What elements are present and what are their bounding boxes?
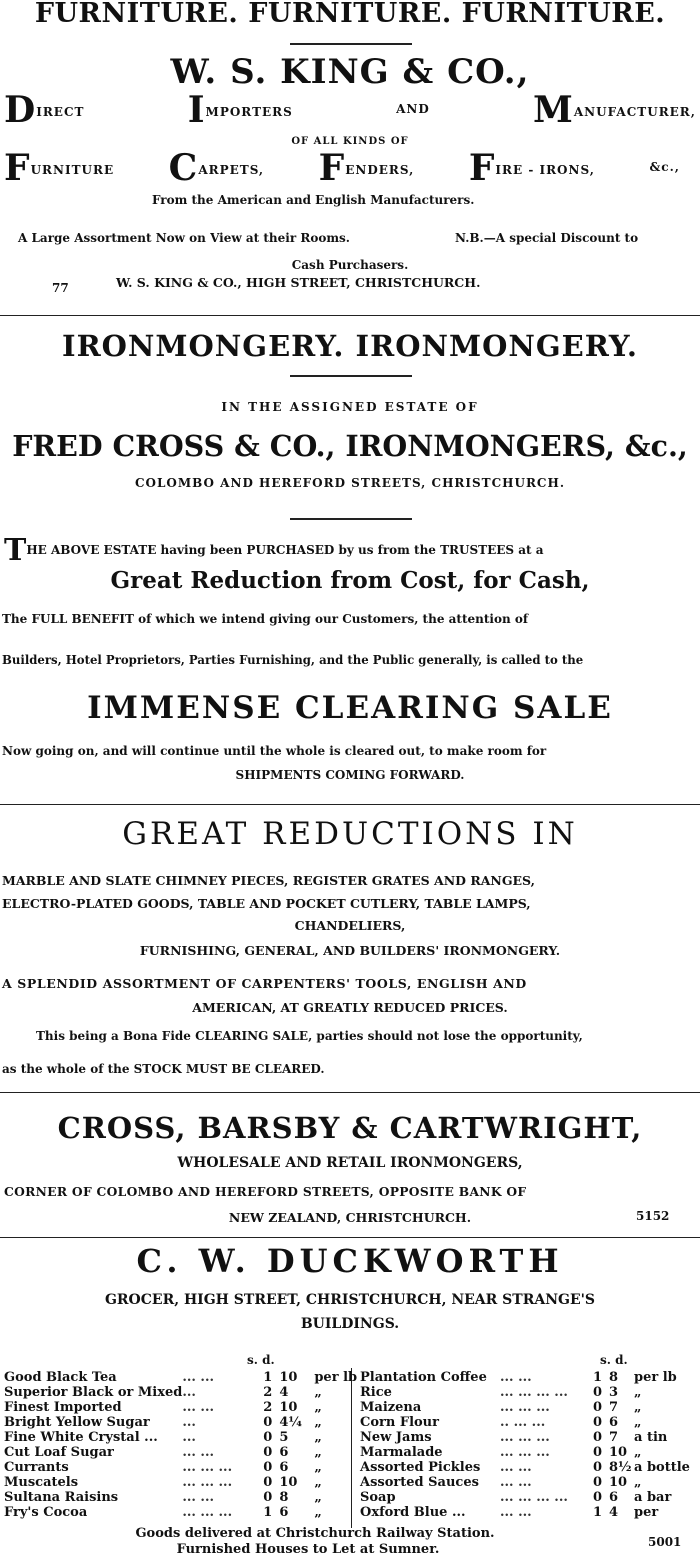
price-unit: „: [314, 1385, 322, 1400]
price-shillings: 0: [592, 1430, 602, 1445]
price-pence: 4¼: [279, 1415, 302, 1430]
price-unit: „: [314, 1460, 322, 1475]
price-unit: per lb: [314, 1370, 358, 1385]
price-row: [4, 1400, 364, 1415]
price-item-name: Assorted Sauces: [360, 1475, 479, 1490]
price-leader-dots: ... ...: [182, 1370, 215, 1385]
price-item-name: Maizena: [360, 1400, 422, 1415]
price-leader-dots: ... ... ...: [182, 1505, 233, 1520]
price-row: [360, 1475, 694, 1490]
price-leader-dots: ... ...: [500, 1505, 532, 1520]
price-pence: 7: [609, 1400, 619, 1415]
price-row: [360, 1400, 694, 1415]
price-row: [4, 1415, 364, 1430]
price-unit: „: [314, 1445, 322, 1460]
price-unit: „: [314, 1430, 322, 1445]
price-shillings: 0: [592, 1415, 602, 1430]
price-pence: 10: [279, 1370, 298, 1385]
price-shillings: 2: [263, 1400, 273, 1415]
price-item-name: Fine White Crystal ...: [4, 1430, 158, 1445]
reductions-item-3: CHANDELIERS,: [294, 918, 406, 933]
price-pence: 6: [609, 1415, 619, 1430]
section-divider: [0, 804, 700, 805]
word-etc: &c.,: [649, 160, 680, 174]
price-unit: „: [314, 1490, 322, 1505]
fred-cross-firm: FRED CROSS & CO., IRONMONGERS, &c.,: [12, 429, 688, 463]
price-pence: 7: [609, 1430, 619, 1445]
section-divider: [0, 1092, 700, 1093]
price-pence: 8: [279, 1490, 289, 1505]
price-pence: 10: [609, 1445, 628, 1460]
price-row: [360, 1415, 694, 1430]
word-and: AND: [396, 102, 430, 116]
going-on-line: Now going on, and will continue until the whole is cleared out, to make room for: [2, 744, 547, 758]
duckworth-footer-1: Goods delivered at Christchurch Railway Station.: [135, 1526, 495, 1541]
full-benefit-line: The FULL BENEFIT of which we intend giving our Customers, the attention of: [2, 612, 529, 626]
price-row: [4, 1490, 364, 1505]
price-unit: a bar: [634, 1490, 672, 1505]
price-row: [360, 1490, 694, 1505]
price-item-name: Rice: [360, 1385, 392, 1400]
price-item-name: Good Black Tea: [4, 1370, 117, 1385]
duckworth-grocer-line-1: GROCER, HIGH STREET, CHRISTCHURCH, NEAR STRANGE'S: [104, 1292, 596, 1308]
price-pence: 6: [279, 1445, 289, 1460]
price-row: [4, 1475, 364, 1490]
duckworth-grocer-line-2: BUILDINGS.: [300, 1316, 400, 1332]
price-shillings: 0: [263, 1460, 273, 1475]
assigned-estate-line: IN THE ASSIGNED ESTATE OF: [221, 400, 479, 414]
price-unit: a bottle: [634, 1460, 690, 1475]
short-divider: [290, 375, 412, 377]
price-leader-dots: ... ... ... ...: [500, 1385, 568, 1400]
left-column-header: s. d.: [247, 1353, 275, 1367]
price-shillings: 0: [592, 1490, 602, 1505]
immense-clearing-sale: IMMENSE CLEARING SALE: [87, 690, 613, 726]
price-leader-dots: .. ... ...: [500, 1415, 546, 1430]
wholesale-retail-line: WHOLESALE AND RETAIL IRONMONGERS,: [177, 1155, 523, 1171]
price-item-name: Soap: [360, 1490, 396, 1505]
price-shillings: 1: [263, 1505, 273, 1520]
price-item-name: New Jams: [360, 1430, 432, 1445]
price-unit: „: [634, 1400, 642, 1415]
price-leader-dots: ... ... ...: [500, 1430, 550, 1445]
price-pence: 10: [609, 1475, 628, 1490]
price-row: [4, 1385, 364, 1400]
price-leader-dots: ...: [182, 1430, 196, 1445]
price-shillings: 1: [263, 1370, 273, 1385]
word-manufacturer: MANUFACTURER,: [533, 89, 696, 131]
corner-line-1: CORNER OF COLOMBO AND HEREFORD STREETS, OPPOSITE BANK OF: [4, 1184, 527, 1199]
bona-fide-line-1: This being a Bona Fide CLEARING SALE, parties should not lose the opportunity,: [36, 1029, 583, 1043]
price-row: [360, 1430, 694, 1445]
price-pence: 6: [279, 1460, 289, 1475]
price-item-name: Bright Yellow Sugar: [4, 1415, 150, 1430]
king-ref-number: 77: [52, 281, 69, 295]
price-unit: „: [634, 1445, 642, 1460]
splendid-line-1: A SPLENDID ASSORTMENT OF CARPENTERS' TOOLS, ENGLISH AND: [2, 976, 527, 991]
price-shillings: 0: [263, 1475, 273, 1490]
great-reduction-line: Great Reduction from Cost, for Cash,: [110, 567, 590, 594]
price-shillings: 0: [592, 1475, 602, 1490]
price-leader-dots: ... ...: [500, 1370, 532, 1385]
estate-purchased-line: THE ABOVE ESTATE having been PURCHASED by us from the TRUSTEES at a: [4, 533, 544, 568]
price-pence: 8½: [609, 1460, 632, 1475]
price-leader-dots: ... ... ...: [182, 1460, 233, 1475]
word-fenders: FENDERS,: [318, 147, 415, 189]
duckworth-name: C. W. DUCKWORTH: [136, 1242, 564, 1280]
right-column-header: s. d.: [600, 1353, 628, 1367]
word-fire-irons: FIRE - IRONS,: [468, 147, 595, 189]
price-item-name: Cut Loaf Sugar: [4, 1445, 114, 1460]
price-pence: 5: [279, 1430, 289, 1445]
price-pence: 6: [609, 1490, 619, 1505]
price-unit: „: [314, 1505, 322, 1520]
price-shillings: 0: [592, 1445, 602, 1460]
price-unit: „: [314, 1475, 322, 1490]
price-unit: „: [634, 1475, 642, 1490]
king-banner: FURNITURE. FURNITURE. FURNITURE.: [34, 0, 666, 29]
price-leader-dots: ... ...: [500, 1475, 532, 1490]
price-row: [360, 1385, 694, 1400]
price-leader-dots: ... ... ... ...: [500, 1490, 568, 1505]
price-pence: 10: [279, 1400, 298, 1415]
price-pence: 4: [279, 1385, 289, 1400]
price-leader-dots: ... ... ...: [500, 1400, 550, 1415]
price-unit: „: [314, 1400, 322, 1415]
shipments-line: SHIPMENTS COMING FORWARD.: [235, 768, 465, 782]
reductions-item-1: MARBLE AND SLATE CHIMNEY PIECES, REGISTER GRATES AND RANGES,: [2, 873, 535, 888]
price-pence: 8: [609, 1370, 619, 1385]
price-item-name: Superior Black or Mixed: [4, 1385, 183, 1400]
price-pence: 6: [279, 1505, 289, 1520]
price-unit: per lb: [634, 1370, 677, 1385]
price-pence: 4: [609, 1505, 619, 1520]
duckworth-ref-number: 5001: [648, 1535, 682, 1549]
king-notice-c: Cash Purchasers.: [291, 258, 409, 272]
price-shillings: 0: [592, 1400, 602, 1415]
reductions-item-4: FURNISHING, GENERAL, AND BUILDERS' IRONMONGERY.: [139, 943, 561, 958]
king-notice-a: A Large Assortment Now on View at their Rooms.: [18, 231, 350, 245]
price-shillings: 0: [263, 1445, 273, 1460]
price-shillings: 0: [592, 1385, 602, 1400]
king-line-goods: [4, 147, 680, 189]
price-row: [4, 1460, 364, 1475]
price-shillings: 0: [263, 1490, 273, 1505]
bona-fide-line-2: as the whole of the STOCK MUST BE CLEARED.: [2, 1062, 325, 1076]
great-reductions-heading: GREAT REDUCTIONS IN: [122, 816, 578, 852]
price-pence: 3: [609, 1385, 619, 1400]
short-divider: [290, 43, 412, 45]
price-item-name: Fry's Cocoa: [4, 1505, 88, 1520]
price-row: [360, 1460, 694, 1475]
cross-barsby-cartwright: CROSS, BARSBY & CARTWRIGHT,: [57, 1111, 643, 1145]
colombo-streets-line: COLOMBO AND HEREFORD STREETS, CHRISTCHURCH.: [134, 476, 566, 490]
word-carpets: CARPETS,: [168, 147, 265, 189]
price-row: [360, 1445, 694, 1460]
reductions-item-2: ELECTRO-PLATED GOODS, TABLE AND POCKET CUTLERY, TABLE LAMPS,: [2, 896, 531, 911]
price-item-name: Oxford Blue ...: [360, 1505, 466, 1520]
price-shillings: 0: [592, 1460, 602, 1475]
price-leader-dots: ... ...: [182, 1490, 215, 1505]
price-unit: „: [634, 1385, 642, 1400]
short-divider: [290, 518, 412, 520]
price-row: [360, 1505, 694, 1520]
king-of-all-kinds: OF ALL KINDS OF: [291, 136, 409, 147]
word-importers: IMPORTERS: [187, 89, 293, 131]
price-row: [4, 1430, 364, 1445]
price-unit: „: [634, 1415, 642, 1430]
king-notice-b: N.B.—A special Discount to: [455, 231, 639, 245]
word-direct: DIRECT: [4, 89, 85, 131]
price-item-name: Muscatels: [4, 1475, 79, 1490]
builders-line: Builders, Hotel Proprietors, Parties Furnishing, and the Public generally, is called to the: [2, 653, 584, 667]
price-leader-dots: ... ...: [182, 1400, 215, 1415]
price-leader-dots: ... ... ...: [182, 1475, 233, 1490]
price-leader-dots: ... ...: [500, 1460, 532, 1475]
section-divider: [0, 315, 700, 316]
word-furniture: FURNITURE: [4, 147, 115, 189]
ironmongery-banner: IRONMONGERY. IRONMONGERY.: [62, 329, 638, 363]
price-leader-dots: ...: [182, 1385, 196, 1400]
price-item-name: Marmalade: [360, 1445, 443, 1460]
king-from-line: From the American and English Manufacturers.: [152, 193, 475, 207]
price-shillings: 0: [263, 1415, 273, 1430]
price-item-name: Sultana Raisins: [4, 1490, 119, 1505]
price-row: [4, 1370, 364, 1385]
price-shillings: 1: [592, 1505, 602, 1520]
duckworth-footer-2: Furnished Houses to Let at Sumner.: [176, 1542, 440, 1557]
left-price-list: [4, 1370, 364, 1520]
price-unit: „: [314, 1415, 322, 1430]
price-leader-dots: ... ... ...: [500, 1445, 550, 1460]
price-row: [4, 1445, 364, 1460]
price-shillings: 2: [263, 1385, 273, 1400]
price-shillings: 1: [592, 1370, 602, 1385]
price-row: [4, 1505, 364, 1520]
price-item-name: Assorted Pickles: [360, 1460, 481, 1475]
right-price-list: [360, 1370, 694, 1520]
corner-line-2: NEW ZEALAND, CHRISTCHURCH.: [228, 1210, 472, 1225]
price-item-name: Finest Imported: [4, 1400, 122, 1415]
king-line-importers: [4, 89, 696, 131]
price-pence: 10: [279, 1475, 298, 1490]
king-firm-name: W. S. KING & CO.,: [170, 52, 530, 92]
splendid-line-2: AMERICAN, AT GREATLY REDUCED PRICES.: [192, 1000, 508, 1015]
price-leader-dots: ...: [182, 1415, 196, 1430]
price-shillings: 0: [263, 1430, 273, 1445]
price-item-name: Corn Flour: [360, 1415, 439, 1430]
price-unit: per: [634, 1505, 659, 1520]
price-unit: a tin: [634, 1430, 668, 1445]
price-leader-dots: ... ...: [182, 1445, 215, 1460]
ironmongery-ref-number: 5152: [636, 1209, 670, 1223]
price-item-name: Plantation Coffee: [360, 1370, 487, 1385]
king-address: W. S. KING & CO., HIGH STREET, CHRISTCHURCH.: [116, 275, 481, 290]
price-row: [360, 1370, 694, 1385]
price-item-name: Currants: [4, 1460, 69, 1475]
section-divider: [0, 1237, 700, 1238]
